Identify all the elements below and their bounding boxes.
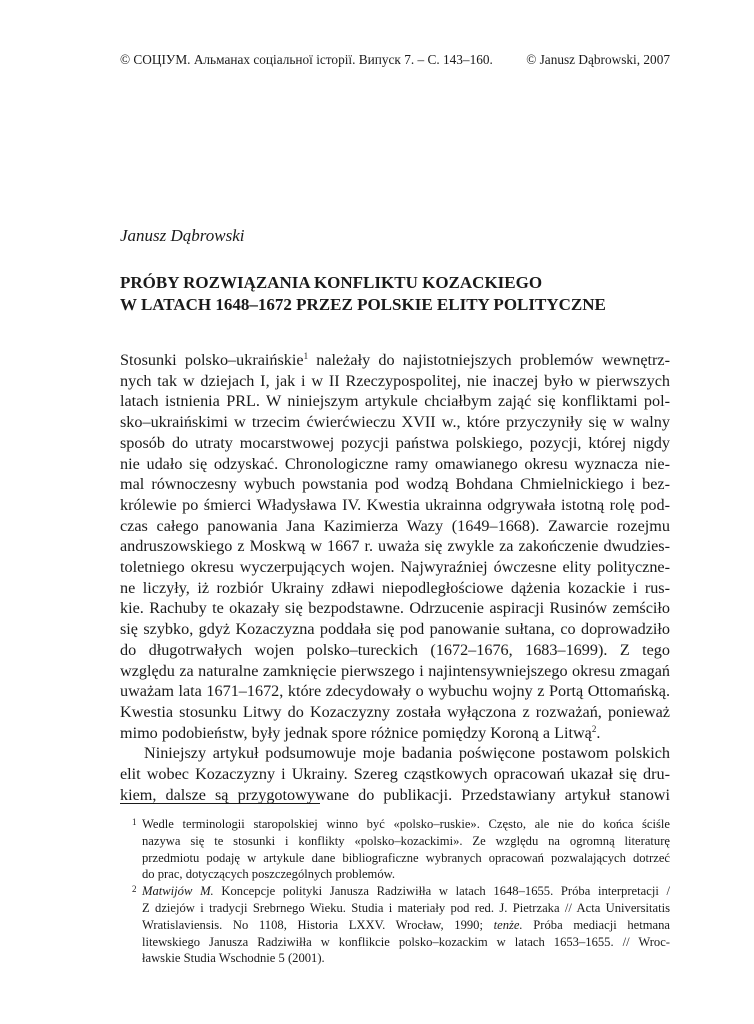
body-line: do długotrwałych wojen polsko–tureckich (1672–1676, 1683–1699). Z tego bbox=[120, 640, 670, 659]
footnote-mark: 1 bbox=[132, 817, 137, 827]
body-line: kie. Rachuby te okazały się bezpodstawne. Odrzucenie aspiracji Rusinów zemściło bbox=[120, 599, 670, 618]
footnote-line: Wedle terminologii staropolskiej winno być «polsko–ruskie». Często, ale nie do końca ściśle bbox=[142, 817, 670, 831]
body-line: Stosunki polsko–ukraińskie$^1$ należały do najistotniejszych problemów wewnętrz- bbox=[120, 351, 671, 369]
footnote-2 bbox=[120, 883, 670, 967]
copyright-author: © Janusz Dąbrowski, 2007 bbox=[526, 52, 670, 67]
body-line: nie udało się odzyskać. Chronologiczne ramy omawianego okresu wyznacza nie- bbox=[120, 454, 670, 473]
body-line: elit wobec Kozaczyzny i Ukrainy. Szereg cząstkowych opracowań ukazał się dru- bbox=[120, 765, 670, 784]
body-line: sposób do utraty mocarstwowej pozycji państwa polskiego, pozycji, której nigdy bbox=[120, 433, 670, 452]
footnotes bbox=[120, 816, 670, 967]
footnote-line: litewskiego Janusza Radziwiłła w konflikcie polsko–kozackim w latach 1653–1655. // Wroc- bbox=[142, 934, 670, 949]
body-line: się szybko, gdyż Kozaczyzna poddała się pod panowanie sułtana, co doprowadziło bbox=[120, 620, 670, 639]
article-title bbox=[120, 272, 680, 316]
footnote-line: Z dziejów i tradycji Srebrnego Wieku. Studia i materiały pod red. J. Pietrzaka // Acta Universitatis bbox=[142, 900, 670, 915]
body-line: nych tak w dziejach I, jak i w II Rzeczypospolitej, nie inaczej było w pierwszych bbox=[120, 371, 670, 390]
body-line: mal równoczesny wybuch powstania pod wodzą Bohdana Chmielnickiego i bez- bbox=[120, 475, 670, 494]
footnote-ref-1[interactable]: 1 bbox=[303, 351, 309, 361]
body-line: andruszowskiego z Moskwą w 1667 r. uważa się zwykle za zakończenie dwudzies- bbox=[120, 537, 670, 556]
body-line: królewie po śmierci Władysława IV. Kwestia ukrainna odgrywała istotną rolę pod- bbox=[120, 495, 670, 514]
article-body bbox=[120, 350, 670, 805]
body-line: Kwestia stosunku Litwy do Kozaczyzny została wyłączona z rozważań, ponieważ bbox=[120, 702, 670, 721]
body-line: czas całego panowania Jana Kazimierza Wazy (1649–1668). Zawarcie rozejmu bbox=[120, 516, 670, 535]
article-author: Janusz Dąbrowski bbox=[120, 226, 245, 245]
body-line: sko–ukraińskimi w trzecim ćwierćwieczu XVII w., które przyczyniły się w walny bbox=[120, 413, 670, 432]
body-line: latach istnienia PRL. W niniejszym artykule chciałbym zająć się konfliktami pol- bbox=[120, 392, 670, 411]
body-line: Niniejszy artykuł podsumowuje moje badania poświęcone postawom polskich bbox=[144, 744, 670, 763]
footnote-line: Matwijów M. Koncepcje polityki Janusza Radziwiłła w latach 1648–1655. Próba interpretacji / bbox=[142, 884, 671, 899]
title-line: W LATACH 1648–1672 PRZEZ POLSKIE ELITY POLITYCZNE bbox=[120, 295, 606, 314]
body-line: mimo podobieństw, były jednak spore różnice pomiędzy Koroną a Litwą$^2$. bbox=[120, 723, 601, 742]
body-line: kiem, dalsze są przygotowywane do publikacji. Przedstawiany artykuł stanowi bbox=[120, 785, 670, 804]
body-line: względu za naturalne zamknięcie pierwszego i najintensywniejszego okresu zmagań bbox=[120, 661, 670, 680]
footnote-ref-2[interactable]: 2 bbox=[591, 723, 597, 734]
footnote-line: nazywa się te stosunki i konflikty «polsko–kozackimi». Ze względu na ogromną literaturę bbox=[142, 833, 670, 848]
body-line: uważam lata 1671–1672, które zdecydowały o wybuchu wojny z Portą Ottomańską. bbox=[120, 682, 670, 701]
footnote-line: do prac, dotyczących poszczególnych problemów. bbox=[142, 867, 396, 882]
footnote-divider bbox=[120, 803, 320, 804]
running-header bbox=[120, 52, 670, 68]
body-line: ne liczyły, iż rozbiór Ukrainy zdławi niepodległościowe dążenia kozackie i rus- bbox=[120, 578, 670, 597]
footnote-1 bbox=[120, 816, 670, 883]
footnote-line: ławskie Studia Wschodnie 5 (2001). bbox=[142, 951, 325, 966]
title-line: PRÓBY ROZWIĄZANIA KONFLIKTU KOZACKIEGO bbox=[120, 273, 543, 292]
footnote-mark: 2 bbox=[132, 884, 137, 895]
footnote-line: Wratislaviensis. No 1108, Historia LXXV. Wrocław, 1990; tenże. Próba mediacji hetmana bbox=[142, 917, 671, 932]
footnote-line: przedmiotu podaję w artykule dane bibliograficzne wybranych opracowań pozwalających dotrzeć bbox=[142, 850, 670, 865]
journal-citation: © СОЦІУМ. Альманах соціальної історії. Випуск 7. – С. 143–160. bbox=[120, 52, 493, 67]
body-line: toletniego okresu wyczerpujących wojen. Najwyraźniej ówczesne elity polityczne- bbox=[120, 558, 670, 577]
cited-author: Matwijów M. bbox=[142, 884, 214, 899]
